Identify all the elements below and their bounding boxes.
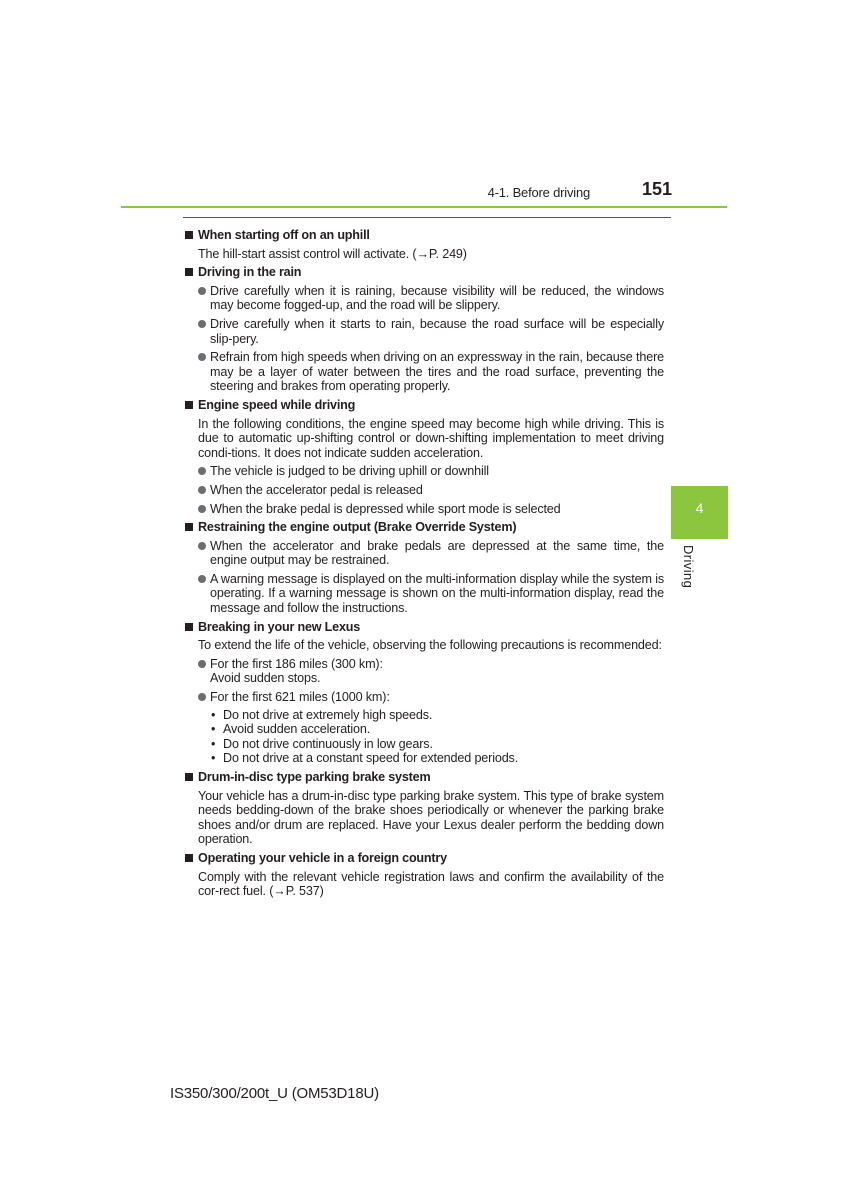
section-title: Operating your vehicle in a foreign country [198,850,447,865]
circle-bullet-icon [198,575,206,583]
square-bullet-icon [185,623,193,631]
circle-bullet-icon [198,287,206,295]
section-header: 4-1. Before driving [487,185,590,200]
section-body: Comply with the relevant vehicle registration laws and confirm the availability of the cor-rect fuel. (→P. 537) [198,869,664,899]
page-number: 151 [641,179,672,199]
circle-bullet-icon [198,467,206,475]
square-bullet-icon [185,523,193,531]
sub-list-item: • Do not drive at a constant speed for extended periods. [211,751,519,766]
content-top-rule [183,217,671,218]
list-item: Drive carefully when it is raining, because visibility will be reduced, the windows may become fogged-up, and the road will be slippery. [184,284,664,313]
list-item: When the accelerator pedal is released [184,483,664,498]
circle-bullet-icon [198,693,206,701]
section-title: Breaking in your new Lexus [198,619,361,634]
section-engine-speed [184,398,664,516]
section-title: When starting off on an uphill [198,228,370,242]
section-breaking-in [184,620,664,766]
section-rain [184,265,664,394]
section-foreign-country [184,851,664,899]
section-body: Your vehicle has a drum-in-disc type parking brake system. This type of brake system needs bedding-down of the brake shoes periodically or whenever the parking brake shoes and/or drum are replaced. Have your Lexus dealer perform the bedding down operation. [198,788,664,847]
circle-bullet-icon [198,505,206,513]
section-body: The hill-start assist control will activate. (→P. 249) [198,246,467,261]
section-brake-override [184,520,664,616]
sub-list [184,708,664,766]
list-item: For the first 186 miles (300 km): Avoid sudden stops. [184,657,664,686]
section-title: Drum-in-disc type parking brake system [198,770,431,784]
page-content [184,228,664,903]
circle-bullet-icon [198,486,206,494]
section-body: In the following conditions, the engine speed may become high while driving. This is due to automatic up-shifting control or down-shifting implementation to meet driving condi-tions. It does not indicate sudden acceleration. [198,416,664,460]
circle-bullet-icon [198,542,206,550]
list-item: Drive carefully when it starts to rain, because the road surface will be especially slip-pery. [184,317,664,346]
section-parking-brake [184,770,664,847]
list-item: When the brake pedal is depressed while sport mode is selected [184,502,664,517]
list-item: A warning message is displayed on the multi-information display while the system is operating. If a warning message is shown on the multi-information display, read the message and follow the instructions. [184,572,664,616]
square-bullet-icon [185,773,193,781]
model-code-footer: IS350/300/200t_U (OM53D18U) [170,1085,379,1102]
header-rule [121,206,727,208]
circle-bullet-icon [198,353,206,361]
sub-list-item: • Avoid sudden acceleration. [211,722,371,737]
chapter-number: 4 [695,500,704,516]
circle-bullet-icon [198,660,206,668]
square-bullet-icon [185,268,193,276]
square-bullet-icon [185,854,193,862]
list-item: The vehicle is judged to be driving uphill or downhill [184,464,664,479]
square-bullet-icon [185,231,193,239]
section-title: Driving in the rain [198,265,302,280]
list-item: For the first 621 miles (1000 km): [184,690,664,705]
square-bullet-icon [185,401,193,409]
section-body: To extend the life of the vehicle, observing the following precautions is recommended: [198,638,662,653]
section-title: Restraining the engine output (Brake Override System) [198,520,517,535]
list-item: Refrain from high speeds when driving on an expressway in the rain, because there may be a layer of water between the tires and the road surface, preventing the steering and brakes from operating properly. [184,350,664,394]
circle-bullet-icon [198,320,206,328]
sub-list-item: • Do not drive at extremely high speeds. [211,707,433,722]
section-uphill [184,228,664,261]
sub-list-item: • Do not drive continuously in low gears. [211,736,433,751]
chapter-tab [671,486,728,539]
bullet-detail: Avoid sudden stops. [210,671,321,686]
list-item: When the accelerator and brake pedals are depressed at the same time, the engine output may be restrained. [184,539,664,568]
chapter-tab-label: Driving [681,545,696,589]
section-title: Engine speed while driving [198,397,356,412]
